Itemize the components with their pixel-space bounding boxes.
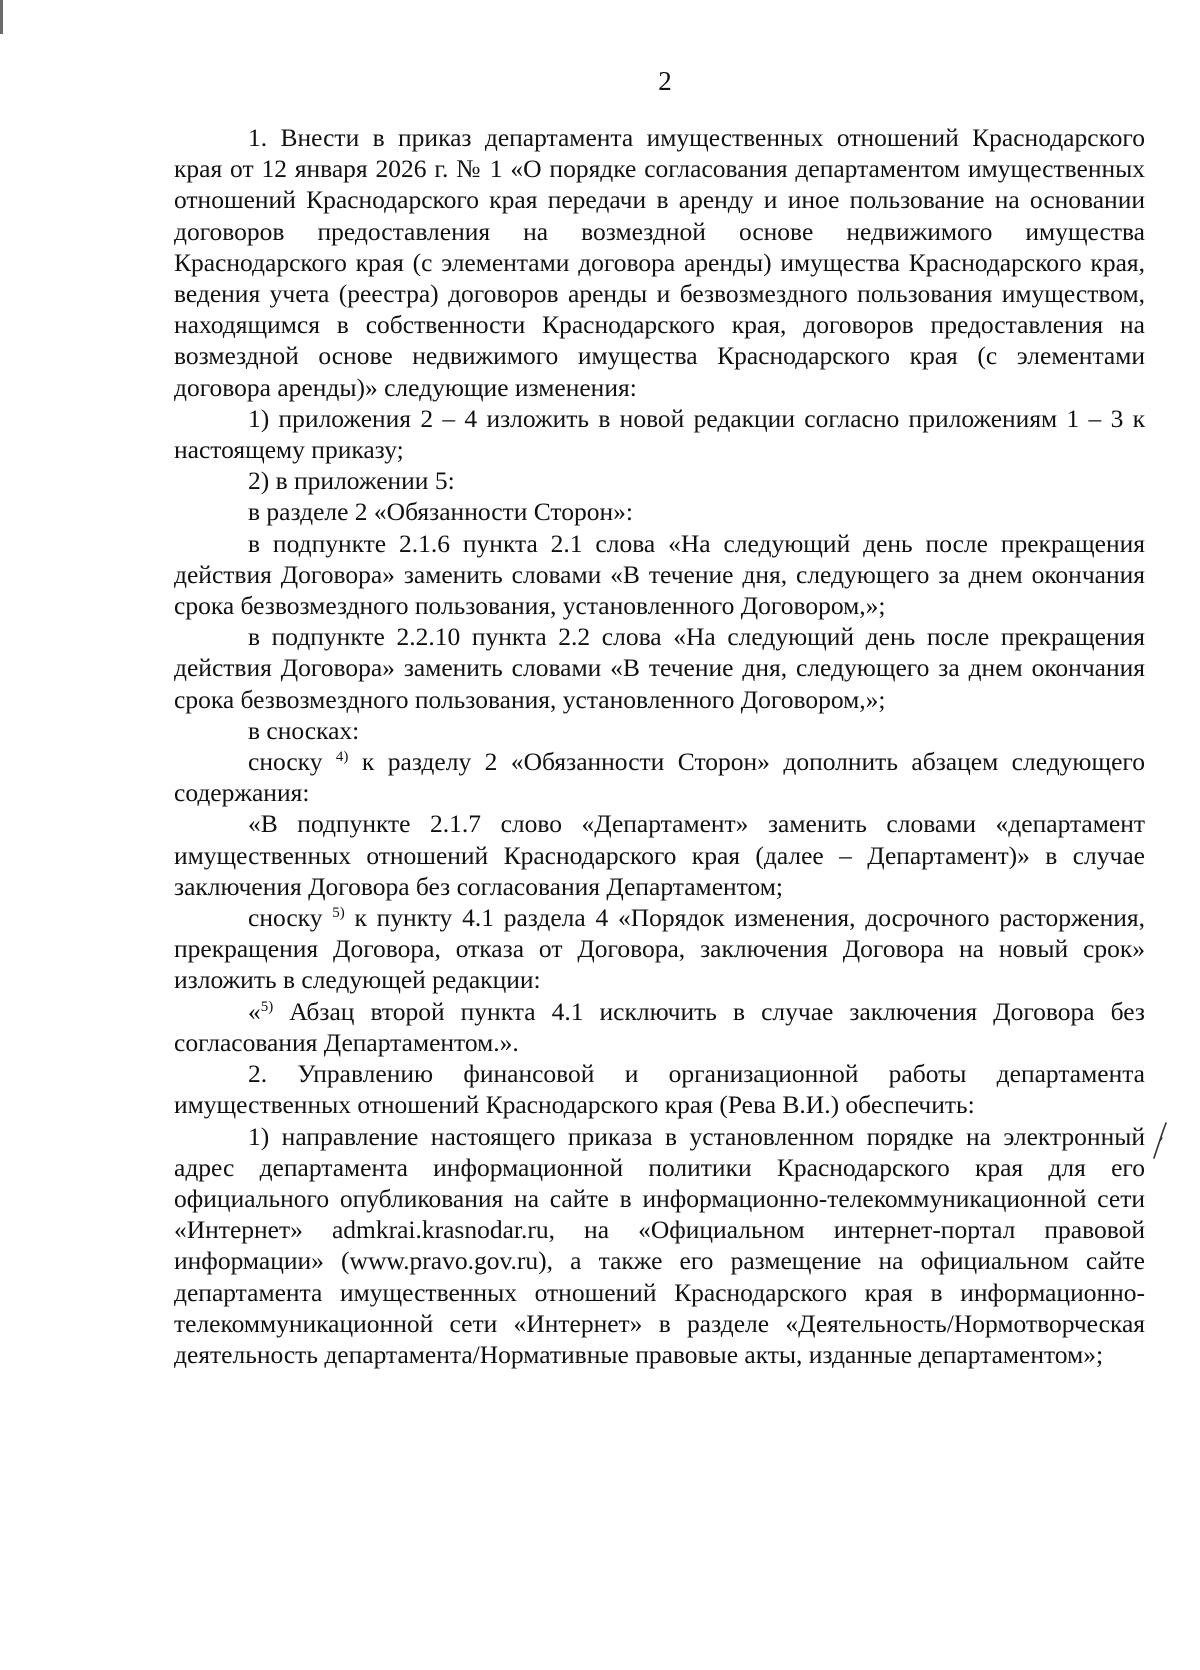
footnote-4-added-paragraph: «В подпункте 2.1.7 слово «Департамент» заменить словами «департамент имущественных отношений Краснодарского края (далее – Департамент)» в случае заключения Договора без согласования Департаментом; <box>174 809 1145 901</box>
document-body <box>174 122 1145 1370</box>
footnote-5-marker: 5) <box>332 905 345 922</box>
footnote-5-change <box>174 902 1145 996</box>
paragraph-1-subitem-2: 2) в приложении 5: <box>248 466 455 496</box>
footnotes-heading-line: в сносках: <box>248 715 360 745</box>
section-2-heading-line: в разделе 2 «Обязанности Сторон»: <box>248 497 633 527</box>
footnote-4-change <box>174 746 1145 808</box>
footnote-4-marker: 4) <box>335 749 349 766</box>
paragraph-2: 2. Управлению финансовой и организационной работы департамента имущественных отношений Краснодарского края (Рева В.И.) обеспечить: <box>174 1059 1145 1120</box>
paragraph-2-subitem-1: 1) направление настоящего приказа в установленном порядке на электронный адрес департамента информационной политики Краснодарского края для его официального опубликования на сайте в информационно-телекоммуникационной сети «Интернет» admkrai.krasnodar.ru, на «Официальном интернет-портал правовой информации» (www.pravo.gov.ru), а также его размещение на официальном сайте департамента имущественных отношений Краснодарского края в информационно-телекоммуникационной сети «Интернет» в разделе «Деятельность/Нормотворческая деятельность департамента/Нормативные правовые акты, изданные департаментом»; <box>174 1121 1145 1369</box>
page-number: 2 <box>658 66 672 96</box>
footnote-5-text-before: сноску <box>248 903 333 933</box>
paragraph-1: 1. Внести в приказ департамента имущественных отношений Краснодарского края от 12 января 2026 г. № 1 «О порядке согласования департаментом имущественных отношений Краснодарского края передачи в аренду и иное пользование на основании договоров предоставления на возмездной основе недвижимого имущества Краснодарского края (с элементами договора аренды) имущества Краснодарского края, ведения учета (реестра) договоров аренды и безвозмездного пользования имуществом, находящимся в собственности Краснодарского края, договоров предоставления на возмездной основе недвижимого имущества Краснодарского края (с элементами договора аренды)» следующие изменения: <box>174 123 1145 402</box>
footnote-4-text-before: сноску <box>248 747 336 777</box>
footnote-5-new-text-body: Абзац второй пункта 4.1 исключить в случае заключения Договора без согласования Департаментом.». <box>174 996 1145 1057</box>
subpoint-2-1-6-change: в подпункте 2.1.6 пункта 2.1 слова «На следующий день после прекращения действия Договора» заменить словами «В течение дня, следующего за днем окончания срока безвозмездного пользования, установленного Договором,»; <box>174 528 1145 621</box>
paragraph-1-subitem-1: 1) приложения 2 – 4 изложить в новой редакции согласно приложениям 1 – 3 к настоящему приказу; <box>174 403 1145 465</box>
footnote-5-text-after: к пункту 4.1 раздела 4 «Порядок изменения, досрочного расторжения, прекращения Договора, отказа от Договора, заключения Договора на новый срок» изложить в следующей редакции: <box>174 903 1145 995</box>
footnote-5-new-text-marker: 5) <box>260 998 274 1015</box>
footnote-5-new-text <box>174 996 1145 1058</box>
footnote-5-new-text-open-quote: « <box>248 996 261 1026</box>
scan-edge-mark <box>0 0 3 34</box>
handwritten-check-mark-icon <box>1151 1119 1169 1161</box>
subpoint-2-2-10-change: в подпункте 2.2.10 пункта 2.2 слова «На следующий день после прекращения действия Договора» заменить словами «В течение дня, следующего за днем окончания срока безвозмездного пользования, установленного Договором,»; <box>174 622 1145 714</box>
footnote-4-text-after: к разделу 2 «Обязанности Сторон» дополнить абзацем следующего содержания: <box>174 747 1145 808</box>
